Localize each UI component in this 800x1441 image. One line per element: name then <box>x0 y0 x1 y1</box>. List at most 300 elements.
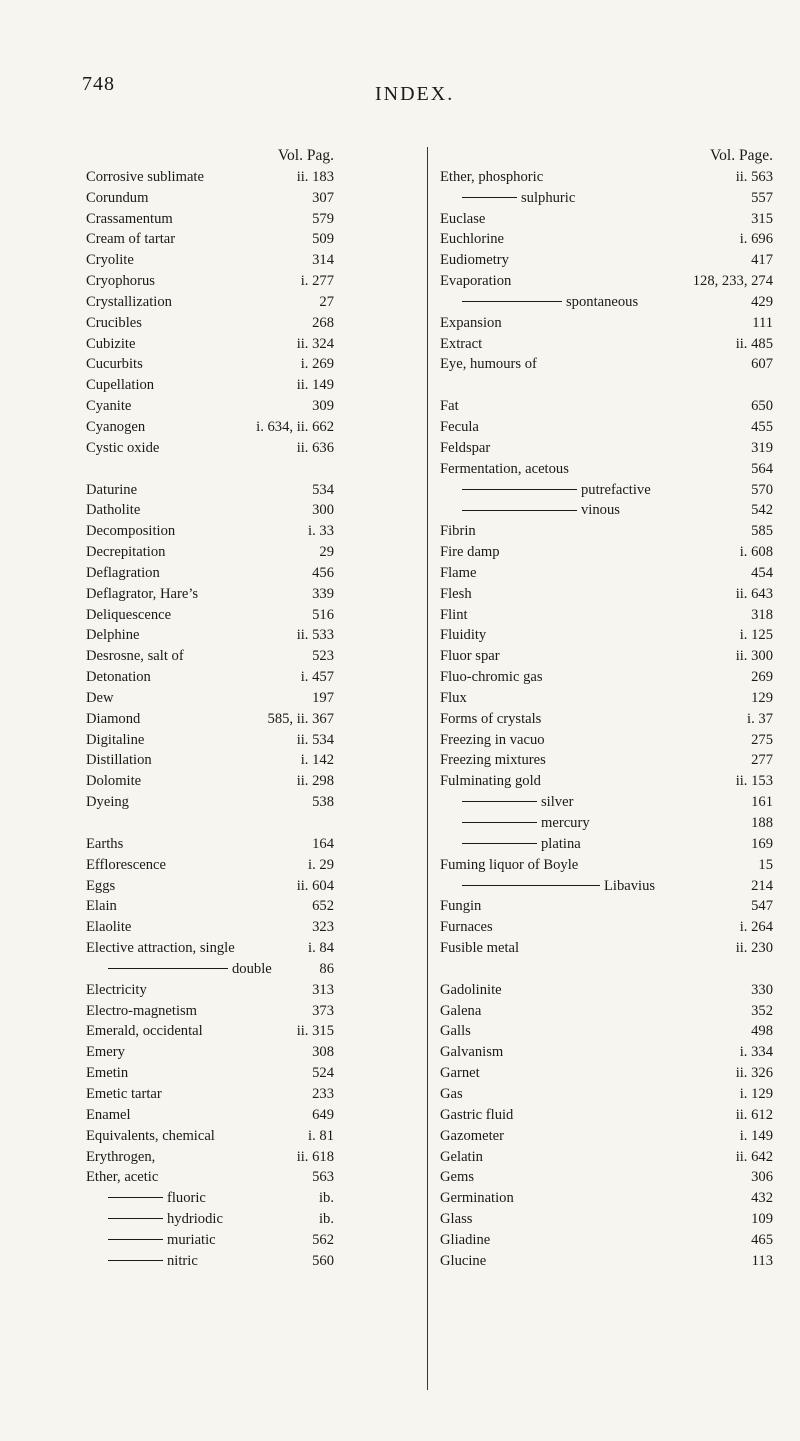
index-term-text: Freezing mixtures <box>440 752 546 769</box>
index-term-text: Cupellation <box>86 377 155 394</box>
index-term <box>440 625 486 646</box>
index-entry <box>86 834 426 855</box>
page-reference: 318 <box>751 606 773 623</box>
index-term-text: Flux <box>440 689 467 706</box>
page-reference: 564 <box>751 460 773 477</box>
index-term-text: Cyanogen <box>86 418 146 435</box>
index-term-text: Cucurbits <box>86 356 143 373</box>
page-reference: 330 <box>751 981 773 998</box>
index-term-text: Elaolite <box>86 919 132 936</box>
index-entry <box>86 605 426 626</box>
index-entry <box>86 1188 426 1209</box>
page-reference: 649 <box>312 1106 334 1123</box>
index-term-text: Decomposition <box>86 523 176 540</box>
index-term-text: Gadolinite <box>440 981 502 998</box>
index-term-text: Fulminating gold <box>440 773 541 790</box>
index-term-text: Emetic tartar <box>86 1085 162 1102</box>
page-reference: 129 <box>751 689 773 706</box>
index-term <box>440 542 500 563</box>
index-entry <box>86 396 426 417</box>
index-entry <box>440 625 773 646</box>
page-reference: 652 <box>312 898 334 915</box>
index-term <box>86 709 140 730</box>
page-reference: i. 129 <box>739 1085 773 1102</box>
index-term <box>462 292 638 313</box>
index-term <box>440 1126 504 1147</box>
index-term <box>440 229 504 250</box>
page-reference: 562 <box>312 1231 334 1248</box>
page-reference: i. 634, ii. 662 <box>256 418 334 435</box>
page-reference: 432 <box>751 1190 773 1207</box>
index-term <box>86 292 172 313</box>
index-entry <box>86 980 426 1001</box>
page-reference: 429 <box>751 293 773 310</box>
ditto-dash <box>462 843 537 844</box>
index-term-text: Fluidity <box>440 627 487 644</box>
index-term-text: Fluo-chromic gas <box>440 669 543 686</box>
index-term <box>440 271 511 292</box>
index-term <box>86 396 131 417</box>
index-term-text: Galvanism <box>440 1044 504 1061</box>
section-gap <box>86 813 426 834</box>
column-divider <box>427 147 428 1390</box>
index-entry <box>86 1126 426 1147</box>
index-entry <box>86 792 426 813</box>
index-term <box>108 959 272 980</box>
index-entry <box>86 500 426 521</box>
page-reference: i. 264 <box>739 919 773 936</box>
ditto-dash <box>108 968 228 969</box>
page-reference: 27 <box>319 293 334 310</box>
index-entry <box>86 959 426 980</box>
index-term <box>86 730 144 751</box>
page-reference: i. 37 <box>747 710 773 727</box>
ditto-dash <box>462 301 562 302</box>
index-term <box>440 709 541 730</box>
index-term <box>440 1063 480 1084</box>
index-entry <box>86 1209 426 1230</box>
index-term <box>440 750 546 771</box>
index-term-text: Efflorescence <box>86 856 166 873</box>
index-term-text: Flint <box>440 606 468 623</box>
index-term <box>440 1188 514 1209</box>
index-term <box>86 521 175 542</box>
index-entry <box>440 563 773 584</box>
index-term <box>86 1105 131 1126</box>
index-term <box>86 1147 155 1168</box>
index-term <box>440 667 543 688</box>
index-term-text: Feldspar <box>440 439 491 456</box>
index-term-text: Gelatin <box>440 1148 483 1165</box>
index-entry <box>440 417 773 438</box>
page-reference: ii. 643 <box>735 585 773 602</box>
index-term-text: Extract <box>440 335 483 352</box>
page-reference: 169 <box>751 835 773 852</box>
index-term-text: nitric <box>167 1252 198 1269</box>
index-term <box>440 459 569 480</box>
index-entry <box>86 1001 426 1022</box>
index-term-text: Dolomite <box>86 773 142 790</box>
index-entry <box>440 250 773 271</box>
index-entry <box>86 209 426 230</box>
index-term-text: Glass <box>440 1211 473 1228</box>
index-term-text: mercury <box>541 815 590 831</box>
page-reference: ib. <box>319 1211 334 1228</box>
index-entry <box>440 480 773 501</box>
page-reference: 498 <box>751 1023 773 1040</box>
page-reference: 29 <box>319 544 334 561</box>
page-reference: 560 <box>312 1252 334 1269</box>
index-term-text: Furnaces <box>440 919 493 936</box>
page-reference: 542 <box>751 502 773 519</box>
index-term <box>86 667 151 688</box>
index-term-text: Emerald, occidental <box>86 1023 203 1040</box>
index-term-text: Erythrogen, <box>86 1148 156 1165</box>
index-term-text: muriatic <box>167 1231 216 1248</box>
index-term <box>86 688 114 709</box>
index-entry <box>86 1105 426 1126</box>
page-reference: 188 <box>751 815 773 831</box>
index-entry <box>440 521 773 542</box>
index-term-text: Diamond <box>86 710 141 727</box>
index-term <box>86 855 166 876</box>
index-term-text: Fluor spar <box>440 648 500 665</box>
index-entry <box>440 1042 773 1063</box>
index-term <box>462 500 620 521</box>
page-reference: 308 <box>312 1044 334 1061</box>
page-reference: 516 <box>312 606 334 623</box>
index-entry <box>86 709 426 730</box>
index-entry <box>86 1147 426 1168</box>
index-term-text: hydriodic <box>167 1211 223 1228</box>
index-term-text: Fat <box>440 398 459 415</box>
page-reference: i. 33 <box>308 523 334 540</box>
index-term-text: Digitaline <box>86 731 145 748</box>
index-term <box>440 938 519 959</box>
index-entry <box>440 834 773 855</box>
index-term <box>86 1001 197 1022</box>
index-entry <box>440 292 773 313</box>
index-term-text: Fungin <box>440 898 482 915</box>
index-entry <box>440 917 773 938</box>
index-entry <box>440 709 773 730</box>
index-entry <box>440 605 773 626</box>
index-term <box>86 563 160 584</box>
index-entry <box>86 584 426 605</box>
page-reference: i. 142 <box>300 752 334 769</box>
index-entry <box>440 1105 773 1126</box>
index-entry <box>86 646 426 667</box>
page-reference: 538 <box>312 794 334 811</box>
index-term-text: platina <box>541 835 581 852</box>
index-term-text: Euchlorine <box>440 231 505 248</box>
page-reference: i. 457 <box>300 669 334 686</box>
index-term <box>86 1063 128 1084</box>
index-term <box>462 876 655 897</box>
index-term <box>86 896 117 917</box>
index-term-text: Galls <box>440 1023 471 1040</box>
page-reference: i. 125 <box>739 627 773 644</box>
index-entry <box>86 1021 426 1042</box>
page-reference: 314 <box>312 252 334 269</box>
page-reference: 585 <box>751 523 773 540</box>
page-reference: 323 <box>312 919 334 936</box>
index-term-text: Distillation <box>86 752 152 769</box>
page-reference: 111 <box>752 314 773 331</box>
index-term-text: Cream of tartar <box>86 231 176 248</box>
index-term-text: Eggs <box>86 877 116 894</box>
page-reference: ii. 612 <box>735 1106 773 1123</box>
index-term-text: Ether, phosphoric <box>440 168 544 185</box>
index-entry <box>440 771 773 792</box>
index-term <box>440 521 476 542</box>
index-entry <box>440 1209 773 1230</box>
index-term-text: Elective attraction, single <box>86 940 235 957</box>
page-reference: 607 <box>751 356 773 373</box>
index-entry <box>440 1084 773 1105</box>
page-reference: 509 <box>312 231 334 248</box>
index-term-text: Evaporation <box>440 273 512 290</box>
ditto-dash <box>462 885 600 886</box>
index-entry <box>440 1188 773 1209</box>
page-reference: 570 <box>751 481 773 498</box>
ditto-dash <box>462 489 577 490</box>
index-entry <box>86 375 426 396</box>
index-term-text: Corrosive sublimate <box>86 168 204 185</box>
index-term-text: Deflagration <box>86 564 160 581</box>
index-term-text: Cyanite <box>86 398 132 415</box>
page-reference: 268 <box>312 314 334 331</box>
index-term <box>440 917 493 938</box>
index-term-text: Fibrin <box>440 523 476 540</box>
ditto-dash <box>108 1239 163 1240</box>
page-reference: ii. 298 <box>296 773 334 790</box>
ditto-dash <box>108 1197 163 1198</box>
index-term-text: fluoric <box>167 1190 206 1207</box>
index-term <box>86 334 135 355</box>
index-term <box>440 1147 483 1168</box>
index-term-text: Fecula <box>440 418 479 435</box>
index-entry <box>86 855 426 876</box>
page-reference: 352 <box>751 1002 773 1019</box>
index-entry <box>86 480 426 501</box>
index-term <box>108 1230 216 1251</box>
page-reference: ii. 604 <box>296 877 334 894</box>
index-term <box>462 480 651 501</box>
index-entry <box>440 1001 773 1022</box>
index-entry <box>86 417 426 438</box>
index-entry <box>440 813 773 834</box>
index-entry <box>440 271 773 292</box>
index-term-text: Eudiometry <box>440 252 509 269</box>
page-reference: 534 <box>312 481 334 498</box>
index-term <box>86 188 148 209</box>
index-term-text: Cryophorus <box>86 273 155 290</box>
index-entry <box>440 1230 773 1251</box>
index-term-text: Fusible metal <box>440 940 520 957</box>
section-gap <box>440 375 773 396</box>
page-reference: 557 <box>751 189 773 206</box>
page-reference: 109 <box>751 1211 773 1228</box>
index-term-text: Datholite <box>86 502 141 519</box>
index-entry <box>440 980 773 1001</box>
index-term <box>86 584 198 605</box>
page-reference: 309 <box>312 398 334 415</box>
page-reference: 563 <box>312 1169 334 1186</box>
index-term <box>86 500 140 521</box>
index-term-text: Emery <box>86 1044 125 1061</box>
index-term <box>86 792 129 813</box>
index-entry <box>440 750 773 771</box>
page-reference: 300 <box>312 502 334 519</box>
page-reference: 454 <box>751 564 773 581</box>
index-entry <box>440 688 773 709</box>
index-term <box>440 771 541 792</box>
index-entry <box>440 459 773 480</box>
page-reference: 547 <box>751 898 773 915</box>
index-term-text: Expansion <box>440 314 502 331</box>
page-reference: ii. 326 <box>735 1065 773 1082</box>
index-entry <box>440 396 773 417</box>
page-reference: i. 269 <box>300 356 334 373</box>
index-term-text: Decrepitation <box>86 544 166 561</box>
index-term <box>86 542 165 563</box>
page-reference: ii. 324 <box>296 335 334 352</box>
page-reference: 307 <box>312 189 334 206</box>
page-reference: ii. 315 <box>296 1023 334 1040</box>
index-term <box>440 1209 472 1230</box>
index-term <box>440 209 485 230</box>
index-entry <box>86 730 426 751</box>
index-term-text: silver <box>541 794 574 811</box>
page-reference: ii. 533 <box>296 627 334 644</box>
page-reference: ii. 183 <box>296 168 334 185</box>
index-term <box>86 834 123 855</box>
index-term-text: Cryolite <box>86 252 134 269</box>
index-term-text: Flesh <box>440 585 472 602</box>
index-column-right <box>440 146 773 1272</box>
index-term-text: Cubizite <box>86 335 136 352</box>
ditto-dash <box>462 197 517 198</box>
index-entry <box>86 1167 426 1188</box>
index-term <box>86 354 143 375</box>
page-reference: i. 84 <box>308 940 334 957</box>
page-reference: 161 <box>751 794 773 811</box>
index-term-text: Fire damp <box>440 544 500 561</box>
index-term-text: Gazometer <box>440 1127 505 1144</box>
ditto-dash <box>108 1218 163 1219</box>
page-reference: 579 <box>312 210 334 227</box>
index-entry <box>440 542 773 563</box>
index-term-text: Delphine <box>86 627 140 644</box>
index-term-text: Forms of crystals <box>440 710 542 727</box>
page-reference: ii. 300 <box>735 648 773 665</box>
page-reference: ib. <box>319 1190 334 1207</box>
page-reference: 523 <box>312 648 334 665</box>
index-entry <box>440 730 773 751</box>
page-reference: 465 <box>751 1231 773 1248</box>
index-term <box>86 375 154 396</box>
page-reference: 373 <box>312 1002 334 1019</box>
index-term <box>440 1251 486 1272</box>
ditto-dash <box>462 510 577 511</box>
index-term <box>86 605 171 626</box>
index-term-text: Cystic oxide <box>86 439 160 456</box>
page-reference: ii. 153 <box>735 773 773 790</box>
index-term-text: Detonation <box>86 669 151 686</box>
index-term-text: Electricity <box>86 981 147 998</box>
index-entry <box>86 1230 426 1251</box>
index-entry <box>440 500 773 521</box>
index-term-text: vinous <box>581 502 620 519</box>
page-reference: 86 <box>319 960 334 977</box>
page-reference: i. 81 <box>308 1127 334 1144</box>
index-entry <box>86 896 426 917</box>
index-term <box>440 1042 503 1063</box>
index-term <box>86 167 204 188</box>
index-entry <box>86 354 426 375</box>
index-term <box>86 480 137 501</box>
ditto-dash <box>462 801 537 802</box>
index-term-text: Earths <box>86 835 124 852</box>
index-column-left <box>86 146 426 1272</box>
index-term <box>440 1021 471 1042</box>
page-reference: ii. 618 <box>296 1148 334 1165</box>
index-term-text: Gastric fluid <box>440 1106 514 1123</box>
index-entry <box>86 542 426 563</box>
index-term <box>440 1167 474 1188</box>
index-term <box>86 771 141 792</box>
index-entry <box>440 334 773 355</box>
index-term <box>440 354 537 375</box>
index-term-text: Daturine <box>86 481 138 498</box>
page-reference: 214 <box>751 877 773 894</box>
index-term-text: Fuming liquor of Boyle <box>440 856 579 873</box>
index-term-text: Germination <box>440 1190 514 1207</box>
index-term-text: Gems <box>440 1169 475 1186</box>
index-entry <box>440 209 773 230</box>
index-entry <box>86 271 426 292</box>
page-reference: i. 696 <box>739 231 773 248</box>
index-entry <box>86 771 426 792</box>
index-entry <box>86 917 426 938</box>
page-reference: i. 334 <box>739 1044 773 1061</box>
index-term-text: Freezing in vacuo <box>440 731 545 748</box>
index-term <box>440 396 459 417</box>
index-term <box>440 980 502 1001</box>
index-entry <box>86 688 426 709</box>
index-entry <box>440 1126 773 1147</box>
index-entry <box>86 938 426 959</box>
index-term <box>462 188 575 209</box>
index-term <box>462 813 590 834</box>
index-term-text: Crucibles <box>86 314 142 331</box>
page-reference: 319 <box>751 439 773 456</box>
section-gap <box>86 459 426 480</box>
page-reference: 456 <box>312 564 334 581</box>
index-entry <box>440 188 773 209</box>
page-reference: ii. 149 <box>296 377 334 394</box>
index-term <box>86 876 115 897</box>
index-term <box>440 688 467 709</box>
index-term <box>86 209 173 230</box>
index-term-text: Flame <box>440 564 477 581</box>
index-entry <box>86 188 426 209</box>
index-term <box>440 584 472 605</box>
page-reference: i. 277 <box>300 273 334 290</box>
index-term <box>440 167 543 188</box>
page-reference: ii. 485 <box>735 335 773 352</box>
